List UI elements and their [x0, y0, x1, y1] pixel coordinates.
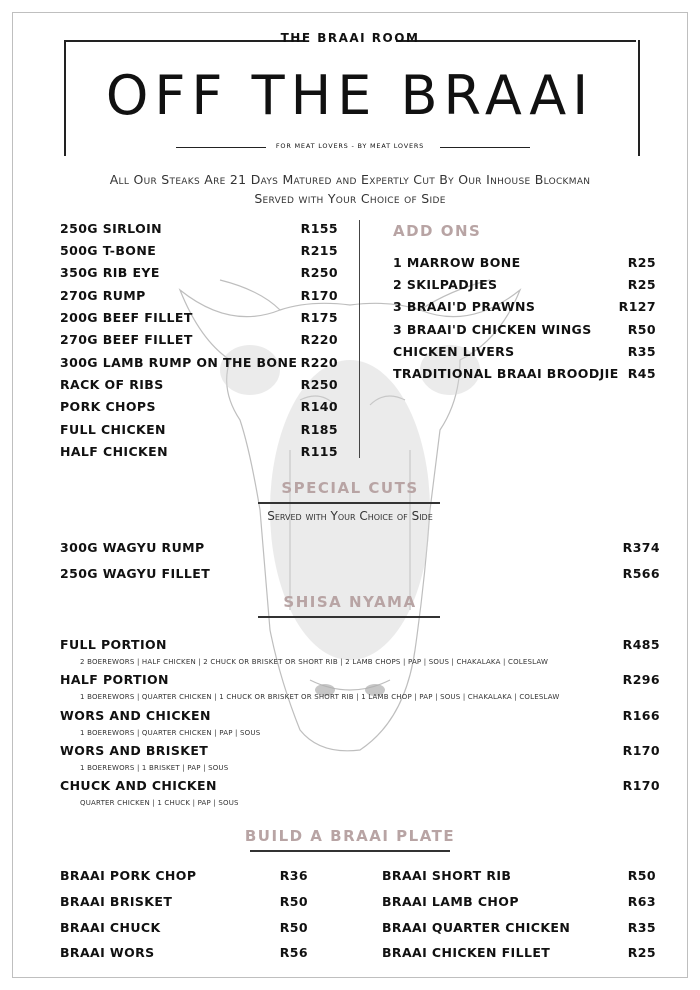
menu-item: 3 BRAAI'D PRAWNS	[393, 299, 536, 314]
item-description: 1 BOEREWORS | QUARTER CHICKEN | 1 CHUCK OR BRISKET OR SHORT RIB | 1 LAMB CHOP | PAP | SOUS | CHAKALAKA | COLESLAW	[80, 693, 560, 701]
menu-price: R25	[627, 945, 656, 960]
menu-price: R220	[300, 332, 338, 347]
intro-line-2: Served with Your Choice of Side	[254, 191, 446, 206]
menu-price: R170	[622, 743, 660, 758]
menu-item: FULL CHICKEN	[60, 422, 166, 437]
special-cuts-underline	[258, 502, 440, 504]
menu-item: 3 BRAAI'D CHICKEN WINGS	[393, 322, 592, 337]
menu-item: BRAAI BRISKET	[60, 894, 173, 909]
menu-price: R170	[300, 288, 338, 303]
menu-price: R36	[279, 868, 308, 883]
menu-price: R25	[627, 277, 656, 292]
menu-item: BRAAI WORS	[60, 945, 155, 960]
menu-price: R127	[618, 299, 656, 314]
menu-item: RACK OF RIBS	[60, 377, 164, 392]
braai-plate-heading: BUILD A BRAAI PLATE	[244, 827, 456, 845]
menu-price: R63	[627, 894, 656, 909]
menu-item: HALF CHICKEN	[60, 444, 168, 459]
menu-price: R170	[622, 778, 660, 793]
menu-price: R566	[622, 566, 660, 581]
menu-price: R215	[300, 243, 338, 258]
menu-item: 500G T-BONE	[60, 243, 157, 258]
menu-price: R45	[627, 366, 656, 381]
menu-price: R250	[300, 265, 338, 280]
menu-item: BRAAI SHORT RIB	[382, 868, 512, 883]
menu-item: FULL PORTION	[60, 637, 167, 652]
page-title: OFF THE BRAAI	[105, 64, 595, 127]
menu-item: WORS AND BRISKET	[60, 743, 209, 758]
item-description: 1 BOEREWORS | QUARTER CHICKEN | PAP | SOUS	[80, 729, 261, 737]
menu-price: R374	[622, 540, 660, 555]
venue-name: THE BRAAI ROOM	[280, 31, 420, 45]
menu-item: CHUCK AND CHICKEN	[60, 778, 217, 793]
item-description: QUARTER CHICKEN | 1 CHUCK | PAP | SOUS	[80, 799, 239, 807]
menu-price: R485	[622, 637, 660, 652]
intro-line-1: All Our Steaks Are 21 Days Matured and Expertly Cut By Our Inhouse Blockman	[109, 172, 591, 187]
menu-price: R50	[279, 920, 308, 935]
braai-plate-underline	[250, 850, 450, 852]
item-description: 2 BOEREWORS | HALF CHICKEN | 2 CHUCK OR BRISKET OR SHORT RIB | 2 LAMB CHOPS | PAP | SOUS | CHAKALAKA | COLESLAW	[80, 658, 549, 666]
item-description: 1 BOEREWORS | 1 BRISKET | PAP | SOUS	[80, 764, 229, 772]
menu-item: BRAAI CHUCK	[60, 920, 161, 935]
menu-item: 1 MARROW BONE	[393, 255, 521, 270]
menu-item: CHICKEN LIVERS	[393, 344, 515, 359]
menu-item: 2 SKILPADJIES	[393, 277, 498, 292]
shisa-nyama-heading: SHISA NYAMA	[283, 593, 417, 611]
menu-item: 200G BEEF FILLET	[60, 310, 193, 325]
menu-item: 300G LAMB RUMP ON THE BONE	[60, 355, 298, 370]
menu-price: R35	[627, 920, 656, 935]
column-divider	[359, 220, 360, 458]
menu-price: R50	[627, 322, 656, 337]
menu-price: R185	[300, 422, 338, 437]
menu-item: HALF PORTION	[60, 672, 169, 687]
menu-price: R166	[622, 708, 660, 723]
menu-item: BRAAI PORK CHOP	[60, 868, 197, 883]
menu-item: BRAAI LAMB CHOP	[382, 894, 519, 909]
menu-item: TRADITIONAL BRAAI BROODJIE	[393, 366, 619, 381]
menu-item: 270G RUMP	[60, 288, 146, 303]
menu-price: R175	[300, 310, 338, 325]
menu-item: 300G WAGYU RUMP	[60, 540, 205, 555]
menu-price: R140	[300, 399, 338, 414]
menu-price: R296	[622, 672, 660, 687]
shisa-nyama-underline	[258, 616, 440, 618]
tagline: FOR MEAT LOVERS - BY MEAT LOVERS	[275, 142, 425, 150]
menu-item: 270G BEEF FILLET	[60, 332, 193, 347]
menu-item: 250G WAGYU FILLET	[60, 566, 211, 581]
menu-price: R155	[300, 221, 338, 236]
menu-price: R50	[627, 868, 656, 883]
menu-price: R25	[627, 255, 656, 270]
menu-price: R50	[279, 894, 308, 909]
special-cuts-heading: SPECIAL CUTS	[281, 479, 419, 497]
special-cuts-subtitle: Served with Your Choice of Side	[267, 509, 433, 523]
menu-item: 250G SIRLOIN	[60, 221, 163, 236]
menu-item: BRAAI QUARTER CHICKEN	[382, 920, 571, 935]
add-ons-heading: ADD ONS	[393, 222, 482, 240]
menu-price: R250	[300, 377, 338, 392]
menu-item: BRAAI CHICKEN FILLET	[382, 945, 551, 960]
menu-item: WORS AND CHICKEN	[60, 708, 211, 723]
menu-price: R115	[300, 444, 338, 459]
menu-price: R220	[300, 355, 338, 370]
menu-price: R35	[627, 344, 656, 359]
menu-price: R56	[279, 945, 308, 960]
menu-item: 350G RIB EYE	[60, 265, 160, 280]
menu-item: PORK CHOPS	[60, 399, 156, 414]
